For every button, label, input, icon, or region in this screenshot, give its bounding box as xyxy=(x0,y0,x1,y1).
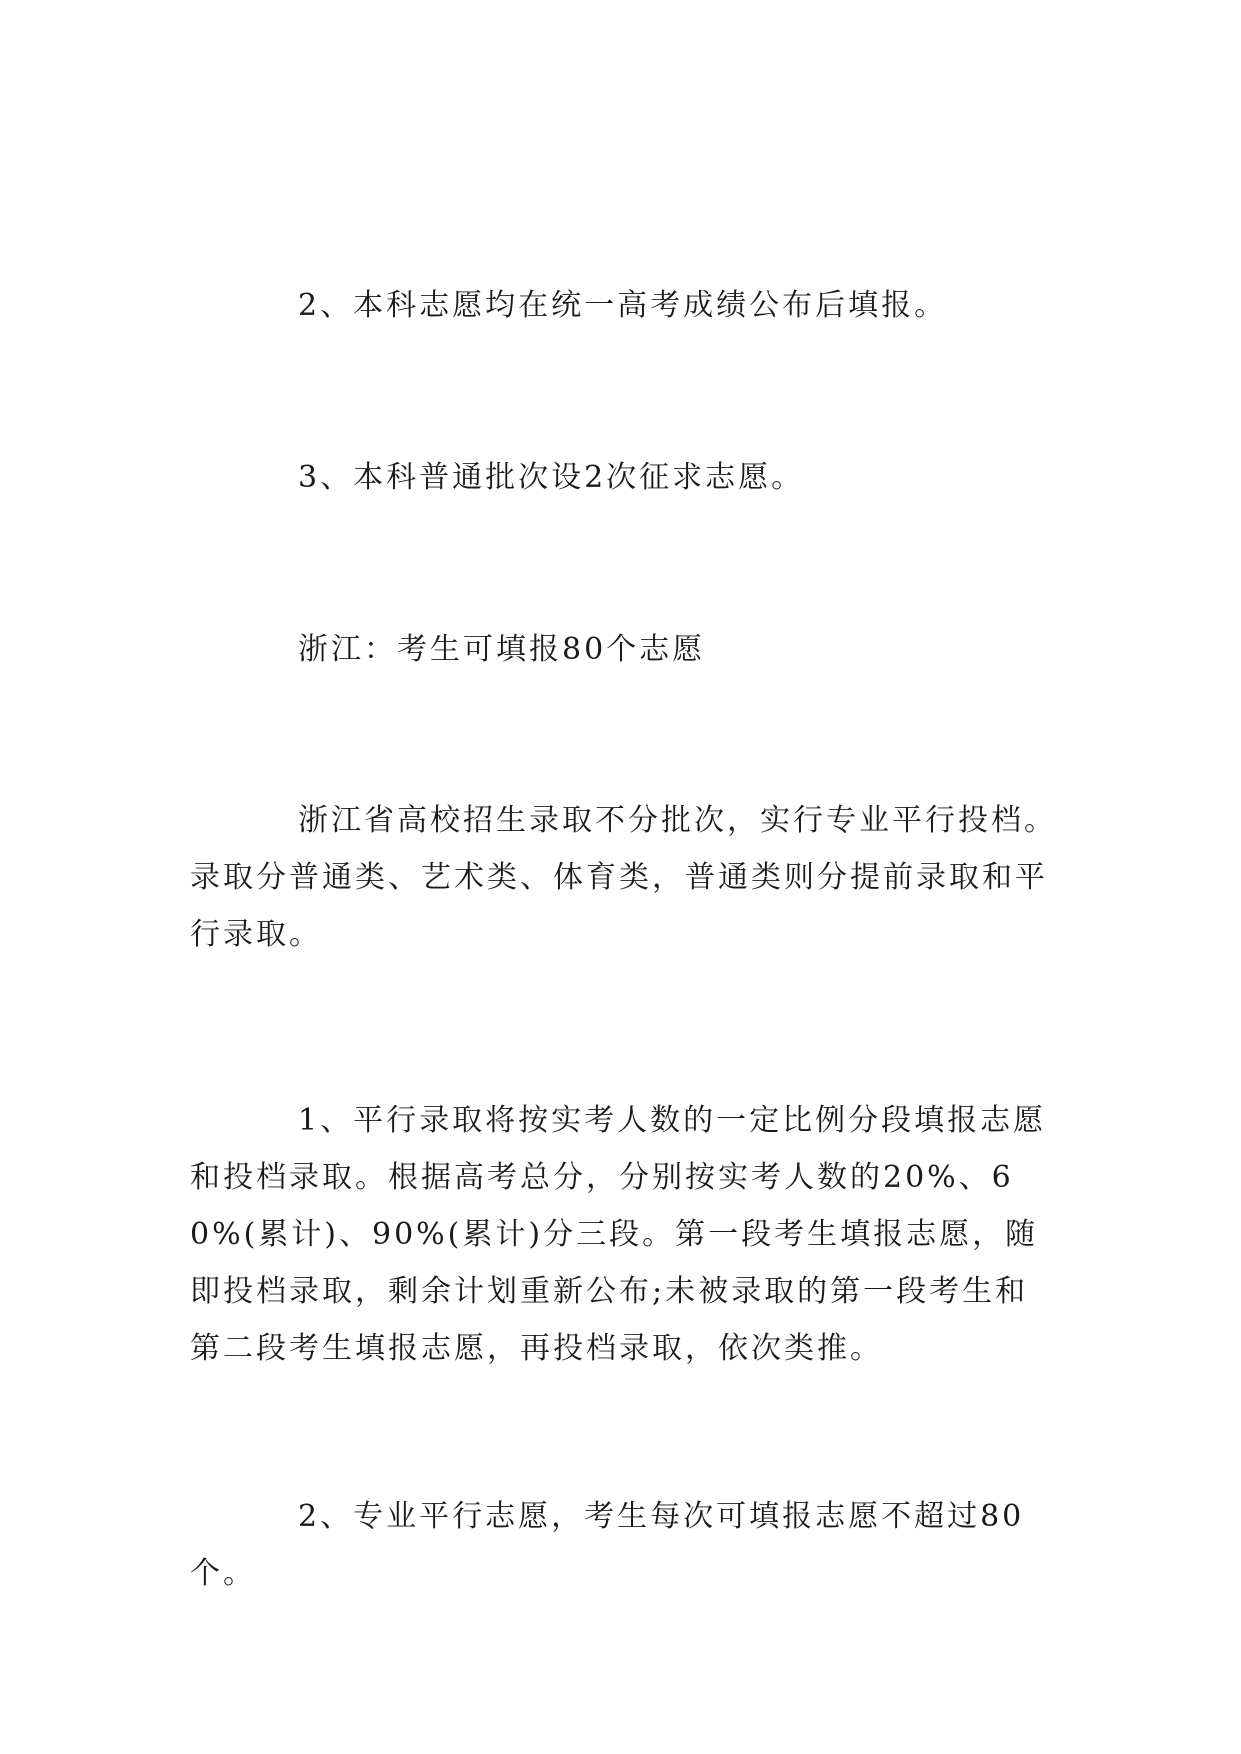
paragraph-solicit-rounds: 3、本科普通批次设2次征求志愿。 xyxy=(298,460,805,495)
paragraph-undergrad-timing: 2、本科志愿均在统一高考成绩公布后填报。 xyxy=(298,288,948,323)
paragraph-parallel-admission: 1、平行录取将按实考人数的一定比例分段填报志愿和投档录取。根据高考总分，分别按实考人数的20%、60%(累计)、90%(累计)分三段。第一段考生填报志愿，随即投档录取，剩余计划重新公布;未被录取的第一段考生和第二段考生填报志愿，再投档录取，依次类推。 xyxy=(190,1103,1047,1366)
section-heading-zhejiang: 浙江：考生可填报80个志愿 xyxy=(298,632,706,667)
paragraph-zhejiang-overview: 浙江省高校招生录取不分批次，实行专业平行投档。录取分普通类、艺术类、体育类，普通类则分提前录取和平行录取。 xyxy=(190,803,1057,952)
paragraph-major-parallel: 2、专业平行志愿，考生每次可填报志愿不超过80个。 xyxy=(190,1499,1025,1591)
